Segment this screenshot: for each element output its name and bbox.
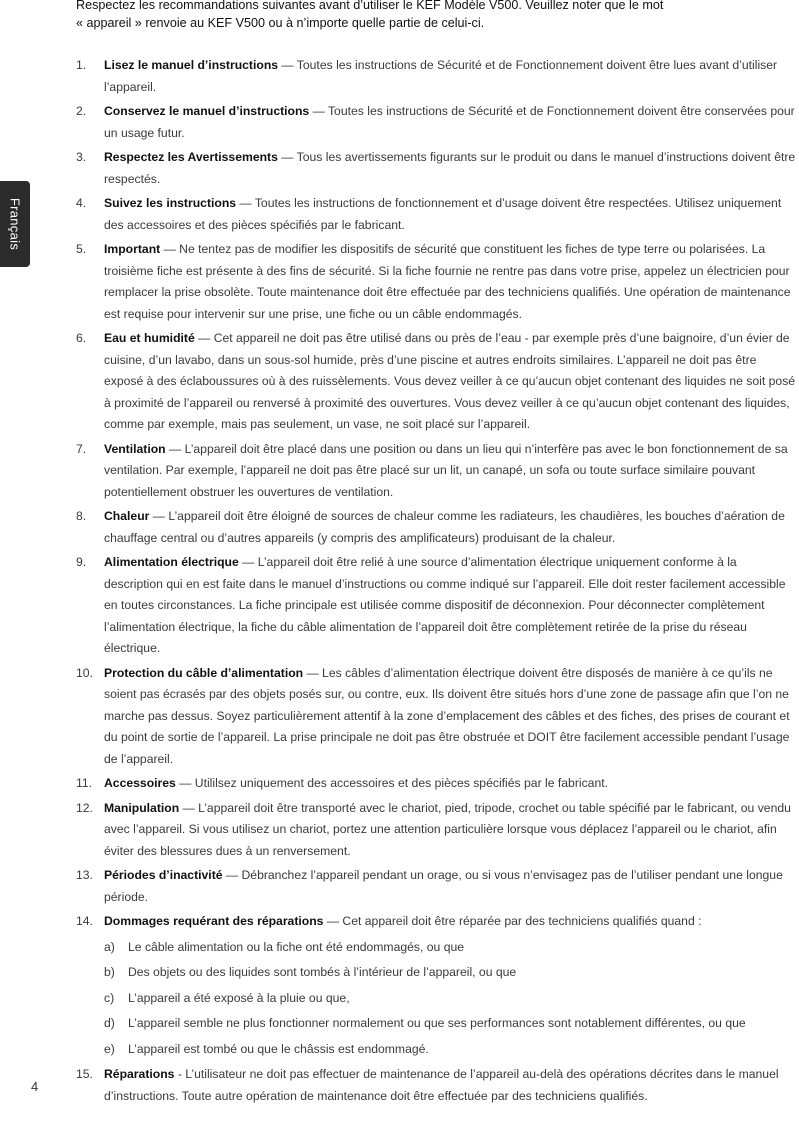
sub-list-item <box>76 1013 799 1035</box>
list-item <box>76 506 799 549</box>
list-item <box>76 911 799 933</box>
item-term: Protection du câble d’alimentation <box>104 665 304 680</box>
item-number: 12. <box>76 800 93 815</box>
item-text: — Débranchez l’appareil pendant un orage, ou si vous n’envisagez pas de l’utiliser pendant une longue période. <box>104 868 783 904</box>
item-number: 11. <box>76 776 93 790</box>
item-term: Suivez les instructions <box>104 196 237 210</box>
language-tab <box>0 181 30 267</box>
item-text: — Cet appareil ne doit pas être utilisé dans ou près de l’eau - par exemple près d’une baignoire, d’un évier de cuisine, d’un lavabo, dans un sous-sol humide, près d’une piscine et autres endroits similaires. L’appareil ne doit pas être exposé à des éclaboussures où à des ruissèlements. Vous devez veiller à ce qu’aucun objet contenant des liquides ne soit posé à proximité de l’appareil ou renversé à proximité des ouvertures. Vous devez veiller à ce qu’aucun objet contenant des liquides, comme par exemple, mais pas seulement, un vase, ne soit placé sur l’appareil. <box>104 331 796 431</box>
list-item <box>76 439 799 504</box>
safety-instructions-list <box>76 55 799 1107</box>
item-text: — L’appareil doit être placé dans une position ou dans un lieu qui n’interfère pas avec le bon fonctionnement de sa ventilation. Par exemple, l’appareil ne doit pas être placé sur un lit, un canapé, un sofa ou toute surface similaire pouvant potentiellement obstruer les ouvertures de ventilation. <box>104 441 788 499</box>
page-number: 4 <box>31 1079 39 1094</box>
language-tab-label: Français <box>7 197 23 251</box>
item-term: Ventilation <box>104 441 166 456</box>
list-item <box>76 328 799 436</box>
list-item <box>76 663 799 771</box>
item-term: Dommages requérant des réparations <box>104 914 324 928</box>
item-term: Périodes d’inactivité <box>104 868 223 882</box>
item-text: — Ne tentez pas de modifier les dispositifs de sécurité que constituent les fiches de type terre ou polarisées. La troisième fiche est présente à des fins de sécurité. Si la fiche fournie ne rentre pas dans votre prise, appelez un électricien pour remplacer la prise obsolète. Toute maintenance doit être effectuée par des techniciens qualifiés. Une opération de maintenance est requise pour intervenir sur une prise, une fiche ou un câble endommagés. <box>104 242 791 321</box>
list-item <box>76 865 799 908</box>
list-item <box>76 239 799 325</box>
sub-list-item <box>76 962 799 984</box>
item-number: 14. <box>76 914 93 928</box>
item-term: Conservez le manuel d’instructions <box>104 104 310 118</box>
item-text: — Les câbles d’alimentation électrique doivent être disposés de manière à ce qu’ils ne soient pas écrasés par des objets posés sur, ou contre, eux. Ils doivent être situés hors d’une zone de passage afin que l’on ne marche pas dessus. Soyez particulièrement attentif à la zone d’emplacement des câbles et des fiches, des prises de courant et du point de sortie de l’appareil. La prise principale ne doit pas être obstruée et DOIT être facilement accessible pendant l’usage de l’appareil. <box>104 665 790 766</box>
list-item <box>76 101 799 144</box>
sub-item-text: Le câble alimentation ou la fiche ont été endommagés, ou que <box>128 939 465 954</box>
item-number: 1. <box>76 58 87 72</box>
sub-item-letter: c) <box>104 990 115 1005</box>
item-term: Accessoires <box>104 776 176 790</box>
item-number: 15. <box>76 1067 93 1081</box>
item-number: 5. <box>76 242 87 256</box>
item-term: Manipulation <box>104 800 180 815</box>
sub-item-letter: b) <box>104 965 115 979</box>
list-item <box>76 55 799 98</box>
list-item <box>76 193 799 236</box>
item-number: 6. <box>76 331 87 345</box>
item-number: 2. <box>76 104 87 118</box>
item-text: — L’appareil doit être éloigné de sources de chaleur comme les radiateurs, les chaudières, les bouches d’aération de chauffage central ou d’autres appareils (y compris des amplificateurs) produisant de la chaleur. <box>104 509 785 545</box>
item-number: 7. <box>76 441 87 456</box>
item-number: 3. <box>76 150 87 164</box>
item-term: Réparations <box>104 1067 175 1081</box>
sub-item-letter: e) <box>104 1041 115 1056</box>
item-term: Lisez le manuel d’instructions <box>104 58 279 72</box>
intro-line-2: « appareil » renvoie au KEF V500 ou à n’importe quelle partie de celui-ci. <box>76 16 485 30</box>
sub-list-item <box>76 937 799 959</box>
intro-paragraph <box>76 0 776 32</box>
item-term: Eau et humidité <box>104 331 195 345</box>
sub-list-item <box>76 1039 799 1061</box>
item-term: Chaleur <box>104 509 150 523</box>
item-text: — Cet appareil doit être réparée par des techniciens qualifiés quand : <box>323 914 702 928</box>
sub-item-text: L’appareil est tombé ou que le châssis est endommagé. <box>128 1041 429 1056</box>
sub-item-letter: a) <box>104 939 115 954</box>
item-term: Important <box>104 242 161 256</box>
item-text: — Tous les avertissements figurants sur le produit ou dans le manuel d’instructions doivent être respectés. <box>104 150 796 186</box>
list-item <box>76 147 799 190</box>
sub-item-letter: d) <box>104 1016 115 1030</box>
sub-item-text: L’appareil semble ne plus fonctionner normalement ou que ses performances sont notablement différentes, ou que <box>128 1016 746 1030</box>
item-number: 13. <box>76 868 93 882</box>
list-item <box>76 773 799 795</box>
item-text: - L’utilisateur ne doit pas effectuer de maintenance de l’appareil au-delà des opérations décrites dans le manuel d’instructions. Toute autre opération de maintenance doit être effectuée par des techniciens qualifiés. <box>104 1067 779 1103</box>
item-text: — Toutes les instructions de Sécurité et de Fonctionnement doivent être conservées pour un usage futur. <box>104 104 795 140</box>
item-number: 4. <box>76 196 87 210</box>
item-text: — Toutes les instructions de fonctionnement et d’usage doivent être respectées. Utilisez uniquement des accessoires et des pièces spécifiés par le fabricant. <box>104 196 782 232</box>
item-number: 9. <box>76 555 87 569</box>
item-term: Alimentation électrique <box>104 555 239 569</box>
list-item <box>76 552 799 660</box>
item-term: Respectez les Avertissements <box>104 150 278 164</box>
item-text: — L’appareil doit être relié à une source d’alimentation électrique uniquement conforme à la description qui en est faite dans le manuel d’instructions ou comme indiqué sur l’appareil. Elle doit rester facilement accessible en toutes circonstances. La fiche principale est utilisée comme dispositif de déconnexion. Pour déconnecter complètement l’alimentation électrique, la fiche du câble alimentation de l’appareil doit être complètement retirée de la prise du réseau électrique. <box>104 555 786 655</box>
item-number: 10. <box>76 665 93 680</box>
sub-list-item <box>76 988 799 1010</box>
list-item <box>76 1064 799 1107</box>
list-item <box>76 798 799 863</box>
item-text: — Toutes les instructions de Sécurité et de Fonctionnement doivent être lues avant d’utiliser l’appareil. <box>104 58 778 94</box>
sub-item-text: Des objets ou des liquides sont tombés à l’intérieur de l’appareil, ou que <box>128 965 517 979</box>
sub-item-text: L’appareil a été exposé à la pluie ou que, <box>128 990 350 1005</box>
intro-line-1: Respectez les recommandations suivantes avant d’utiliser le KEF Modèle V500. Veuillez noter que le mot <box>76 0 664 12</box>
item-number: 8. <box>76 509 87 523</box>
item-text: — Utililsez uniquement des accessoires et des pièces spécifiés par le fabricant. <box>175 776 609 790</box>
item-text: — L’appareil doit être transporté avec le chariot, pied, tripode, crochet ou table spécifié par le fabricant, ou vendu avec l’appareil. Si vous utilisez un chariot, portez une attention particulière lorsque vous déplacez l’appareil ou le chariot, afin éviter des blessures dues à un renversement. <box>104 800 791 858</box>
